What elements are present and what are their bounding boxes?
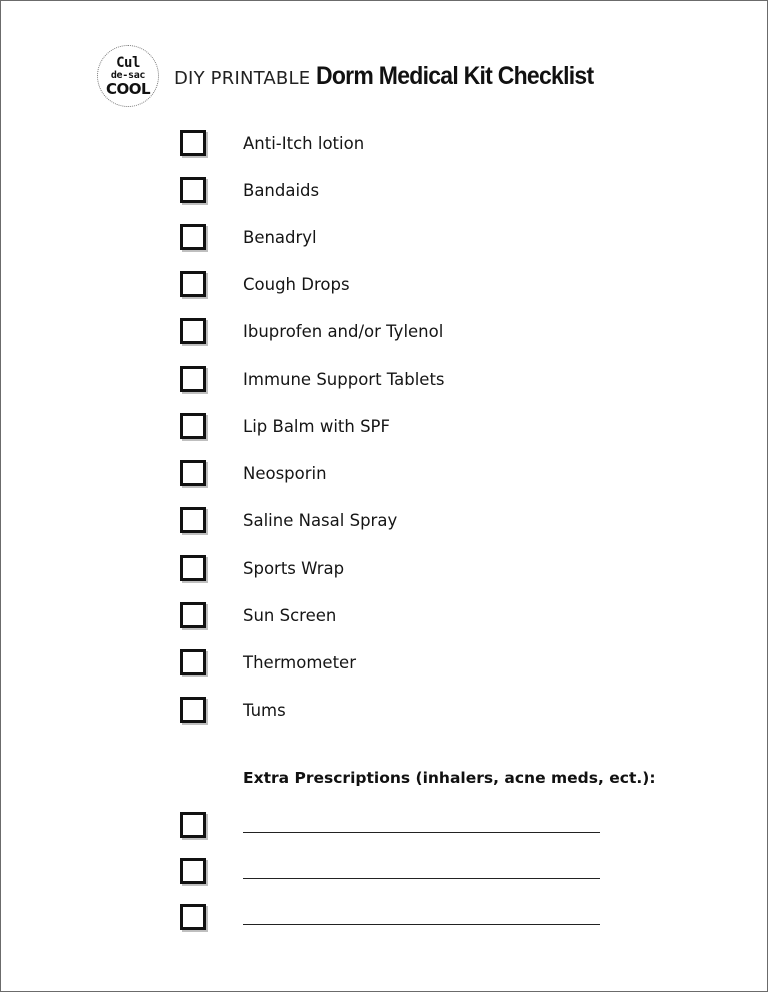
- cul-de-sac-cool-logo: [97, 45, 159, 107]
- checklist-item[interactable]: [180, 600, 337, 630]
- checklist-item[interactable]: [180, 128, 365, 158]
- blank-checklist-item[interactable]: [180, 810, 206, 840]
- checklist-item-label: Lip Balm with SPF: [243, 416, 390, 436]
- logo-line-1: Cul: [116, 54, 140, 71]
- write-in-line[interactable]: [243, 832, 600, 833]
- checklist-item-label: Neosporin: [243, 463, 327, 483]
- checkbox[interactable]: [180, 224, 206, 250]
- checklist-item[interactable]: [180, 364, 445, 394]
- checklist-item-label: Cough Drops: [243, 274, 350, 294]
- blank-checklist-item[interactable]: [180, 902, 206, 932]
- checklist-item[interactable]: [180, 647, 356, 677]
- checklist-item-label: Benadryl: [243, 227, 317, 247]
- checkbox[interactable]: [180, 858, 206, 884]
- checkbox[interactable]: [180, 177, 206, 203]
- checkbox[interactable]: [180, 904, 206, 930]
- checklist-item[interactable]: [180, 458, 327, 488]
- checkbox[interactable]: [180, 507, 206, 533]
- checkbox[interactable]: [180, 366, 206, 392]
- checklist-item[interactable]: [180, 553, 345, 583]
- blank-checklist-item[interactable]: [180, 856, 206, 886]
- page-title: Dorm Medical Kit Checklist: [316, 62, 594, 90]
- checklist-item[interactable]: [180, 505, 398, 535]
- checklist-item-label: Immune Support Tablets: [243, 369, 445, 389]
- checklist-item-label: Bandaids: [243, 180, 320, 200]
- checkbox[interactable]: [180, 413, 206, 439]
- checklist-item-label: Ibuprofen and/or Tylenol: [243, 321, 444, 341]
- checklist-item[interactable]: [180, 316, 444, 346]
- header-prefix: DIY PRINTABLE: [174, 68, 311, 89]
- checklist-item-label: Tums: [243, 700, 286, 720]
- checkbox[interactable]: [180, 318, 206, 344]
- checklist-item[interactable]: [180, 695, 286, 725]
- checkbox[interactable]: [180, 649, 206, 675]
- checkbox[interactable]: [180, 271, 206, 297]
- checklist-item-label: Saline Nasal Spray: [243, 510, 398, 530]
- checklist-item-label: Sun Screen: [243, 605, 337, 625]
- checklist-item-label: Sports Wrap: [243, 558, 345, 578]
- checkbox[interactable]: [180, 460, 206, 486]
- checkbox[interactable]: [180, 555, 206, 581]
- checklist-item[interactable]: [180, 411, 390, 441]
- checklist-item[interactable]: [180, 269, 350, 299]
- write-in-line[interactable]: [243, 878, 600, 879]
- checklist-item-label: Anti-Itch lotion: [243, 133, 365, 153]
- checklist-item[interactable]: [180, 175, 320, 205]
- write-in-line[interactable]: [243, 924, 600, 925]
- checkbox[interactable]: [180, 812, 206, 838]
- checkbox[interactable]: [180, 602, 206, 628]
- extra-prescriptions-heading: Extra Prescriptions (inhalers, acne meds, ect.):: [243, 769, 656, 787]
- logo-line-3: COOL: [105, 79, 151, 98]
- logo-line-2: de-sac: [110, 69, 146, 81]
- checklist-item-label: Thermometer: [243, 652, 356, 672]
- checkbox[interactable]: [180, 697, 206, 723]
- checklist-item[interactable]: [180, 222, 317, 252]
- page-header: [174, 62, 618, 91]
- checkbox[interactable]: [180, 130, 206, 156]
